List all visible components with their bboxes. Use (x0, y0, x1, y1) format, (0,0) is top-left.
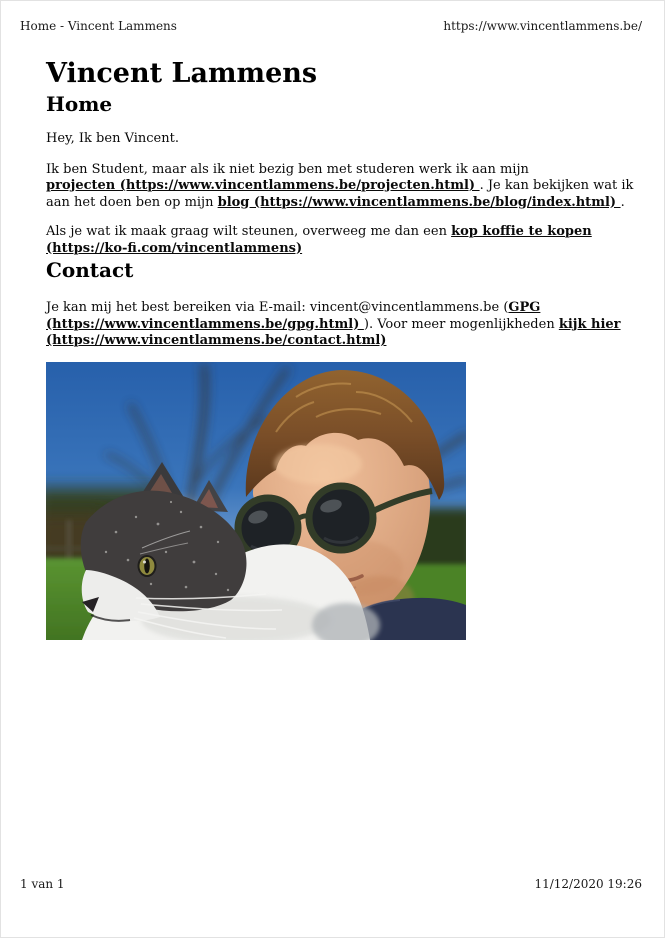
forehead-highlight (274, 444, 362, 484)
print-footer-datetime: 11/12/2020 19:26 (534, 877, 642, 891)
hyperlink[interactable]: GPG (508, 300, 541, 315)
text-segment: Als je wat ik maak graag wilt steunen, overweeg me dan een (46, 224, 452, 239)
cat-eye-glint (143, 560, 146, 563)
text-segment: . (620, 194, 625, 210)
print-header-url: https://www.vincentlammens.be/ (443, 19, 642, 33)
page-title: Vincent Lammens (46, 58, 318, 89)
paragraph-line (46, 131, 618, 148)
hyperlink[interactable]: kop koffie te kopen (451, 224, 592, 239)
print-footer-page-number: 1 van 1 (20, 877, 65, 891)
text-segment: ). Voor meer mogenlijkheden (363, 316, 559, 332)
hyperlink[interactable]: kijk hier (558, 316, 621, 332)
section-heading-contact: Contact (46, 258, 134, 282)
print-header-title: Home - Vincent Lammens (20, 19, 177, 33)
hyperlink[interactable]: blog (https://www.vincentlammens.be/blog/index.html) (217, 194, 621, 210)
paragraph-student (46, 161, 634, 212)
hyperlink[interactable]: projecten (https://www.vincentlammens.be/projecten.html) (46, 178, 480, 193)
paragraph-line (46, 224, 618, 241)
section-heading-home: Home (46, 92, 113, 116)
paragraph-line (46, 241, 618, 258)
text-segment: Hey, Ik ben Vincent. (46, 131, 179, 146)
paragraph-line (46, 162, 618, 179)
print-header (20, 19, 642, 33)
text-segment: . Je kan bekijken wat ik (479, 178, 634, 193)
document-content (46, 57, 634, 640)
paragraph-line (46, 333, 618, 350)
text-segment: Je kan mij het best bereiken via E-mail: vincent@vincentlammens.be ( (46, 300, 509, 315)
hyperlink[interactable]: (https://www.vincentlammens.be/gpg.html) (46, 316, 364, 332)
paragraph-kofi (46, 224, 618, 257)
text-segment: aan het doen ben op mijn (46, 194, 218, 210)
print-footer (20, 877, 642, 891)
text-segment: Ik ben Student, maar als ik niet bezig ben met studeren werk ik aan mijn (46, 161, 529, 177)
paragraph-intro (46, 131, 618, 148)
hyperlink[interactable]: (https://ko-fi.com/vincentlammens) (46, 240, 303, 256)
paragraph-line (46, 194, 625, 212)
hyperlink[interactable]: (https://www.vincentlammens.be/contact.html) (46, 333, 387, 348)
profile-photo (46, 362, 466, 640)
paragraph-contact (46, 300, 621, 350)
paragraph-line (46, 316, 621, 334)
paragraph-line (46, 178, 634, 195)
paragraph-line (46, 300, 618, 317)
